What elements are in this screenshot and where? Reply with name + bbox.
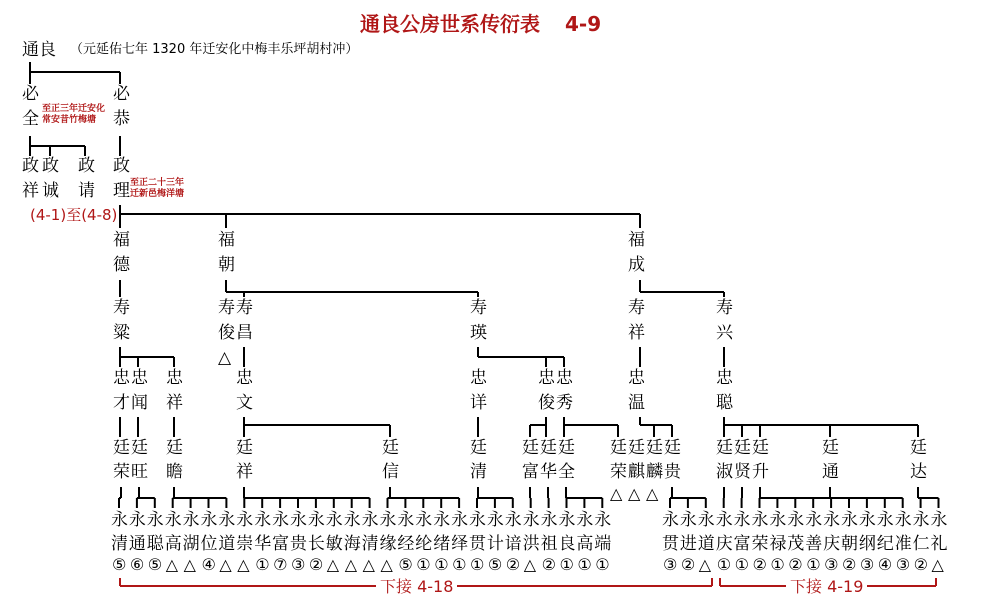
- node-yong-left-3-name: 高: [164, 534, 182, 554]
- node-fu-de-char-1: 德: [113, 255, 130, 275]
- node-yong-left-4-grade: △: [183, 555, 196, 574]
- note-zheng-li: 至正二十三年 迁新邑梅洋塘: [130, 178, 185, 200]
- node-yong-right-0-name: 贯: [662, 534, 679, 554]
- node-yong-left-12-grade: △: [326, 555, 340, 574]
- node-yong-left-13-top: 永: [343, 510, 361, 530]
- node-yong-left-12-name: 敏: [325, 534, 343, 554]
- node-yong-right-6-grade: ①: [770, 555, 785, 574]
- node-shou-liang-char-0: 寿: [113, 298, 130, 318]
- node-yong-left-10-top: 永: [290, 510, 307, 530]
- node-shou-chang-char-0: 寿: [236, 298, 253, 318]
- node-ting-14-top: 廷: [734, 438, 751, 458]
- node-yong-left-11-name: 长: [307, 534, 325, 554]
- node-ting-4-name: 信: [382, 462, 399, 482]
- node-ting-7-name: 华: [540, 462, 557, 482]
- node-yong-right-6-name: 禄: [769, 534, 787, 554]
- node-yong-right-11-top: 永: [858, 510, 876, 530]
- node-ting-3-name: 祥: [236, 462, 253, 482]
- node-yong-left-11-top: 永: [307, 510, 325, 530]
- node-yong-right-12-name: 纪: [876, 534, 894, 554]
- ting-mark-2: △: [646, 484, 659, 503]
- node-yong-left-27-name: 端: [594, 534, 612, 554]
- node-yong-left-6-grade: △: [219, 555, 232, 574]
- node-yong-left-24-grade: ②: [541, 555, 556, 574]
- node-yong-left-13-name: 海: [343, 534, 361, 554]
- node-yong-left-15-name: 缘: [379, 534, 397, 554]
- node-yong-left-23-top: 永: [522, 510, 540, 530]
- ting-mark-1: △: [628, 484, 641, 503]
- node-yong-right-2-top: 永: [697, 510, 715, 530]
- node-yong-right-12-top: 永: [876, 510, 894, 530]
- node-yong-left-22-top: 永: [504, 510, 522, 530]
- node-yong-right-6-top: 永: [769, 510, 787, 530]
- node-shou-jun-char-1: 俊: [218, 323, 235, 343]
- node-ting-13-name: 淑: [716, 462, 733, 482]
- page-number: 4-9: [565, 12, 602, 36]
- continue-right-label: 下接 4-19: [786, 579, 867, 595]
- node-yong-left-14-top: 永: [361, 510, 379, 530]
- node-ting-12-name: 贵: [664, 462, 681, 482]
- node-yong-right-4-top: 永: [733, 510, 751, 530]
- node-yong-left-9-top: 永: [272, 510, 290, 530]
- node-zhong-xiang2-char-1: 详: [470, 393, 487, 413]
- node-yong-left-22-grade: ②: [505, 555, 521, 574]
- node-yong-left-0-grade: ⑤: [112, 555, 127, 574]
- node-bi-quan-char-0: 必: [22, 84, 39, 104]
- node-yong-right-4-name: 富: [733, 534, 751, 554]
- node-bi-quan-char-1: 全: [22, 109, 39, 129]
- node-yong-left-5-top: 永: [200, 510, 218, 530]
- node-shou-xing-char-1: 兴: [716, 323, 733, 343]
- node-zhong-jun-char-1: 俊: [538, 393, 555, 413]
- node-yong-left-16-top: 永: [397, 510, 415, 530]
- node-shou-jun-char-2: △: [218, 348, 232, 368]
- node-ting-4-top: 廷: [382, 438, 399, 458]
- node-fu-chao-char-0: 福: [218, 230, 235, 250]
- node-yong-left-23-grade: △: [523, 555, 536, 574]
- node-zhong-xiu-char-0: 忠: [556, 368, 573, 388]
- node-ting-2-name: 瞻: [166, 462, 183, 482]
- node-yong-left-1-top: 永: [128, 510, 146, 530]
- node-yong-left-11-grade: ②: [308, 555, 324, 574]
- node-yong-left-8-top: 永: [254, 510, 272, 530]
- node-yong-left-17-top: 永: [415, 510, 433, 530]
- node-yong-left-20-top: 永: [469, 510, 486, 530]
- node-ting-9-top: 廷: [610, 438, 627, 458]
- node-yong-right-4-grade: ①: [734, 555, 749, 574]
- ting-mark-0: △: [610, 484, 623, 503]
- node-yong-left-18-grade: ①: [434, 555, 449, 574]
- node-yong-left-3-top: 永: [164, 510, 182, 530]
- node-ting-10-top: 廷: [628, 438, 645, 458]
- node-yong-left-25-top: 永: [558, 510, 576, 530]
- node-yong-right-14-grade: ②: [913, 555, 928, 574]
- node-ting-13-top: 廷: [716, 438, 733, 458]
- node-zheng-cheng-char-1: 诚: [42, 181, 59, 201]
- node-yong-left-0-top: 永: [111, 510, 128, 530]
- node-ting-2-top: 廷: [166, 438, 183, 458]
- node-yong-right-2-name: 道: [697, 534, 715, 554]
- node-yong-left-8-grade: ①: [255, 555, 270, 574]
- node-yong-left-18-top: 永: [433, 510, 451, 530]
- ref-4-1-to-4-8: (4-1)至(4-8): [30, 206, 118, 224]
- node-ting-0-name: 荣: [113, 462, 130, 482]
- node-yong-right-0-grade: ③: [663, 555, 678, 574]
- node-yong-right-9-name: 庆: [823, 534, 841, 554]
- node-yong-right-3-grade: ①: [716, 555, 732, 574]
- node-yong-left-7-grade: △: [237, 555, 250, 574]
- node-yong-left-8-name: 华: [254, 534, 272, 554]
- node-shou-chang-char-1: 昌: [236, 323, 253, 343]
- node-fu-cheng-char-0: 福: [628, 230, 645, 250]
- node-ting-8-top: 廷: [558, 438, 575, 458]
- node-yong-left-21-name: 计: [486, 534, 504, 554]
- node-yong-right-8-name: 善: [805, 534, 823, 554]
- node-zheng-cheng-char-0: 政: [42, 156, 59, 176]
- node-ting-11-top: 廷: [646, 438, 663, 458]
- node-ting-1-name: 旺: [131, 462, 148, 482]
- node-yong-right-9-top: 永: [823, 510, 841, 530]
- node-yong-right-14-top: 永: [912, 510, 930, 530]
- node-zhong-xiu-char-1: 秀: [556, 393, 573, 413]
- node-ting-17-top: 廷: [910, 438, 927, 458]
- node-ting-10-name: 麒: [628, 462, 645, 482]
- node-yong-left-27-top: 永: [594, 510, 612, 530]
- node-zhong-cai-char-1: 才: [113, 393, 130, 413]
- node-yong-right-2-grade: △: [698, 555, 712, 574]
- node-yong-left-12-top: 永: [325, 510, 343, 530]
- node-yong-right-0-top: 永: [662, 510, 679, 530]
- node-yong-right-10-name: 朝: [841, 534, 858, 554]
- node-ting-8-name: 全: [558, 462, 575, 482]
- node-ting-5-top: 廷: [470, 438, 487, 458]
- node-yong-right-15-name: 礼: [930, 534, 948, 554]
- node-yong-right-7-grade: ②: [788, 555, 803, 574]
- node-yong-left-15-top: 永: [379, 510, 397, 530]
- node-yong-left-2-top: 永: [146, 510, 164, 530]
- node-yong-left-19-top: 永: [451, 510, 469, 530]
- node-yong-right-8-grade: ①: [806, 555, 821, 574]
- node-yong-left-22-name: 谙: [504, 534, 522, 554]
- node-ting-9-name: 荣: [610, 462, 627, 482]
- node-zheng-qing-char-1: 请: [78, 181, 95, 201]
- node-yong-left-7-top: 永: [236, 510, 254, 530]
- node-yong-left-17-grade: ①: [416, 555, 431, 574]
- node-zheng-qing-char-0: 政: [78, 156, 95, 176]
- node-yong-right-7-top: 永: [787, 510, 805, 530]
- node-yong-left-10-name: 贵: [290, 534, 307, 554]
- node-zhong-wen3-char-1: 温: [628, 393, 645, 413]
- node-yong-right-12-grade: ④: [877, 555, 893, 574]
- node-yong-right-5-name: 荣: [751, 534, 769, 554]
- node-yong-left-21-grade: ⑤: [487, 555, 503, 574]
- node-ting-15-name: 升: [752, 462, 769, 482]
- node-yong-left-18-name: 绪: [433, 534, 451, 554]
- node-yong-right-10-top: 永: [841, 510, 858, 530]
- continue-left-label: 下接 4-18: [376, 579, 457, 595]
- node-yong-right-8-top: 永: [805, 510, 823, 530]
- node-yong-left-1-grade: ⑥: [129, 555, 145, 574]
- node-zhong-wen3-char-0: 忠: [628, 368, 645, 388]
- node-zhong-wen1-char-0: 忠: [131, 368, 148, 388]
- node-yong-left-25-name: 良: [558, 534, 576, 554]
- node-yong-left-6-top: 永: [218, 510, 236, 530]
- node-yong-right-7-name: 茂: [787, 534, 805, 554]
- node-yong-right-13-name: 准: [894, 534, 912, 554]
- node-yong-left-10-grade: ③: [291, 555, 306, 574]
- node-zhong-wen2-char-1: 文: [236, 393, 253, 413]
- root-name: 通良: [22, 40, 56, 60]
- node-zhong-xiang2-char-0: 忠: [470, 368, 487, 388]
- node-ting-16-name: 通: [822, 462, 839, 482]
- node-yong-left-5-name: 位: [200, 534, 218, 554]
- node-yong-right-13-top: 永: [894, 510, 912, 530]
- note-bi-quan: 至正三年迁安化 常安昔竹梅塘: [42, 104, 106, 126]
- node-fu-cheng-char-1: 成: [628, 255, 645, 275]
- node-yong-left-19-grade: ①: [452, 555, 467, 574]
- node-yong-left-14-grade: △: [362, 555, 375, 574]
- node-shou-xing-char-0: 寿: [716, 298, 733, 318]
- node-yong-left-26-top: 永: [576, 510, 594, 530]
- node-yong-left-3-grade: △: [165, 555, 178, 574]
- node-fu-de-char-0: 福: [113, 230, 130, 250]
- node-zhong-cai-char-0: 忠: [113, 368, 130, 388]
- node-yong-left-4-name: 湖: [182, 534, 200, 554]
- node-yong-left-27-grade: ①: [595, 555, 610, 574]
- node-yong-right-15-grade: △: [931, 555, 944, 574]
- node-yong-left-19-name: 绎: [451, 534, 469, 554]
- node-shou-xiang-char-1: 祥: [628, 323, 645, 343]
- node-yong-left-16-name: 经: [397, 534, 415, 554]
- node-yong-left-23-name: 洪: [522, 534, 540, 554]
- node-ting-15-top: 廷: [752, 438, 769, 458]
- node-ting-17-name: 达: [910, 462, 927, 482]
- node-zheng-xiang-char-1: 祥: [22, 181, 39, 201]
- node-yong-left-21-top: 永: [486, 510, 504, 530]
- node-yong-left-20-grade: ①: [470, 555, 485, 574]
- node-zhong-xiang1-char-1: 祥: [166, 393, 183, 413]
- node-shou-liang-char-1: 粱: [113, 323, 130, 343]
- node-yong-left-16-grade: ⑤: [398, 555, 413, 574]
- node-shou-jun-char-0: 寿: [218, 298, 235, 318]
- node-yong-left-15-grade: △: [380, 555, 393, 574]
- node-yong-right-11-grade: ③: [859, 555, 875, 574]
- node-ting-16-top: 廷: [822, 438, 839, 458]
- node-yong-right-14-name: 仁: [912, 534, 930, 554]
- node-yong-left-24-name: 祖: [540, 534, 558, 554]
- node-yong-right-3-name: 庆: [715, 534, 733, 554]
- node-shou-xiang-char-0: 寿: [628, 298, 645, 318]
- node-yong-left-14-name: 清: [361, 534, 379, 554]
- node-bi-gong-char-1: 恭: [113, 109, 130, 129]
- node-yong-left-13-grade: △: [344, 555, 357, 574]
- node-yong-left-25-grade: ①: [559, 555, 574, 574]
- node-ting-6-name: 富: [522, 462, 539, 482]
- node-yong-left-9-name: 富: [272, 534, 290, 554]
- node-yong-left-26-grade: ①: [577, 555, 592, 574]
- node-shou-ying-char-1: 瑛: [470, 323, 487, 343]
- node-yong-right-1-name: 进: [679, 534, 697, 554]
- node-ting-11-name: 麟: [646, 462, 663, 482]
- node-ting-5-name: 清: [470, 462, 487, 482]
- node-ting-7-top: 廷: [540, 438, 557, 458]
- node-yong-right-15-top: 永: [930, 510, 948, 530]
- node-zhong-jun-char-0: 忠: [538, 368, 555, 388]
- root-note: （元延佑七年 1320 年迁安化中梅丰乐坪胡村冲）: [70, 42, 359, 57]
- node-yong-right-13-grade: ③: [895, 555, 911, 574]
- node-yong-right-5-grade: ②: [752, 555, 767, 574]
- node-zhong-cong-char-1: 聪: [716, 393, 733, 413]
- node-yong-left-5-grade: ④: [201, 555, 216, 574]
- node-yong-left-2-grade: ⑤: [147, 555, 163, 574]
- node-zheng-xiang-char-0: 政: [22, 156, 39, 176]
- node-ting-12-top: 廷: [664, 438, 681, 458]
- node-zheng-li-char-0: 政: [113, 156, 130, 176]
- node-yong-left-7-name: 崇: [236, 534, 254, 554]
- node-yong-right-5-top: 永: [751, 510, 769, 530]
- node-fu-chao-char-1: 朝: [218, 255, 235, 275]
- node-yong-left-0-name: 清: [111, 534, 128, 554]
- node-yong-left-17-name: 纶: [415, 534, 433, 554]
- node-ting-0-top: 廷: [113, 438, 130, 458]
- chart-title: 通良公房世系传衍表: [360, 12, 540, 36]
- node-yong-left-2-name: 聪: [146, 534, 164, 554]
- node-bi-gong-char-0: 必: [113, 84, 130, 104]
- node-shou-ying-char-0: 寿: [470, 298, 487, 318]
- node-yong-right-1-top: 永: [679, 510, 697, 530]
- node-yong-right-10-grade: ②: [842, 555, 857, 574]
- node-yong-left-26-name: 高: [576, 534, 594, 554]
- node-yong-right-3-top: 永: [715, 510, 733, 530]
- node-yong-left-24-top: 永: [540, 510, 558, 530]
- node-ting-1-top: 廷: [131, 438, 148, 458]
- node-yong-right-11-name: 纲: [858, 534, 876, 554]
- node-ting-3-top: 廷: [236, 438, 253, 458]
- node-yong-left-4-top: 永: [182, 510, 200, 530]
- node-yong-left-6-name: 道: [218, 534, 236, 554]
- node-zhong-wen1-char-1: 闻: [131, 393, 148, 413]
- node-yong-right-1-grade: ②: [680, 555, 696, 574]
- node-yong-left-20-name: 贯: [469, 534, 486, 554]
- node-yong-left-1-name: 通: [128, 534, 146, 554]
- node-ting-14-name: 贤: [734, 462, 751, 482]
- node-yong-left-9-grade: ⑦: [273, 555, 288, 574]
- node-yong-right-9-grade: ③: [824, 555, 839, 574]
- node-zheng-li-char-1: 理: [113, 181, 130, 201]
- node-zhong-wen2-char-0: 忠: [236, 368, 253, 388]
- node-zhong-cong-char-0: 忠: [716, 368, 733, 388]
- node-zhong-xiang1-char-0: 忠: [166, 368, 183, 388]
- node-ting-6-top: 廷: [522, 438, 539, 458]
